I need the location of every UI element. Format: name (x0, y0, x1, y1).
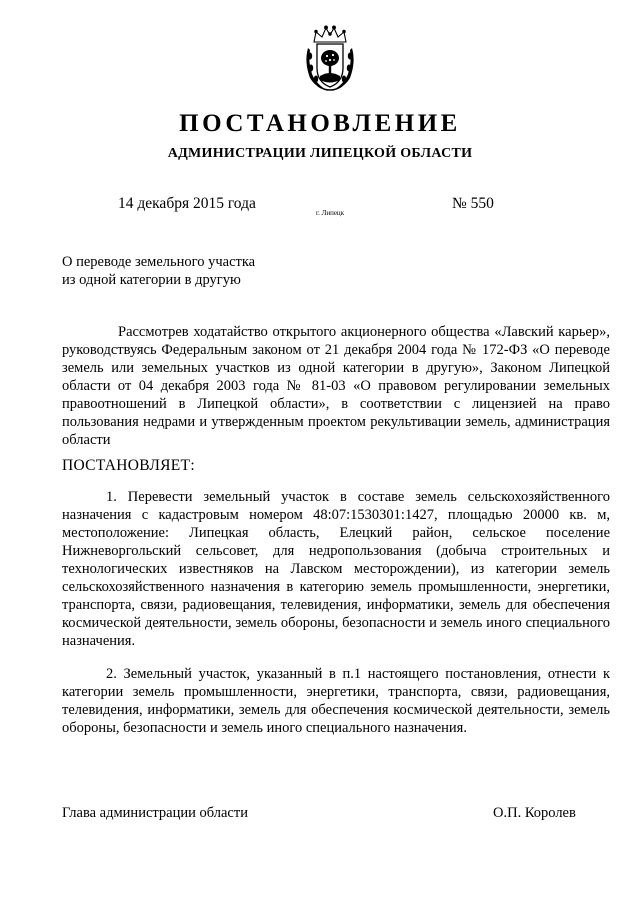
signatory-position: Глава администрации области (62, 805, 248, 821)
document-title: ПОСТАНОВЛЕНИЕ (179, 110, 461, 137)
document-date: 14 декабря 2015 года (118, 195, 256, 212)
document-city: г. Липецк (316, 209, 345, 217)
preamble-paragraph: Рассмотрев ходатайство открытого акционерного общества «Лавский карьер», руководствуясь Федеральным законом от 21 декабря 2004 года № 172-ФЗ «О переводе земель или земельных участков из одной категории в другую», Законом Липецкой области от 04 декабря 2003 года № 81-03 «О правовом регулировании земельных правоотношений в Липецкой области», в соответствии с лицензией на право пользования недрами и утвержденным проектом рекультивации земель, администрация области (62, 324, 610, 448)
subject-line: из одной категории в другую (62, 272, 241, 288)
subject-line: О переводе земельного участка (62, 254, 256, 270)
issuing-authority: АДМИНИСТРАЦИИ ЛИПЕЦКОЙ ОБЛАСТИ (167, 146, 473, 161)
decree-word: ПОСТАНОВЛЯЕТ: (62, 457, 195, 474)
coat-of-arms-icon (302, 24, 358, 94)
document-number: № 550 (452, 195, 494, 212)
document-subject (62, 253, 255, 289)
clause-1: 1. Перевести земельный участок в составе земель сельскохозяйственного назначения с кадастровым номером 48:07:1530301:1427, площадью 20000 кв. м, местоположение: Липецкая область, Елецкий район, сельское поселение Нижневоргольский сельсовет, для недропользования (добыча строительных и технологических известняков на Лавском месторождении), из категории земель сельскохозяйственного назначения в категорию земель промышленности, энергетики, транспорта, связи, радиовещания, телевидения, информатики, земель для обеспечения космической деятельности, земель обороны, безопасности и земель иного специального назначения. (62, 489, 610, 649)
clause-2: 2. Земельный участок, указанный в п.1 настоящего постановления, отнести к категории земель промышленности, энергетики, транспорта, связи, радиовещания, телевидения, информатики, земель для обеспечения космической деятельности, земель обороны, безопасности и земель иного специального назначения. (62, 666, 610, 736)
signatory-name: О.П. Королев (493, 805, 576, 821)
